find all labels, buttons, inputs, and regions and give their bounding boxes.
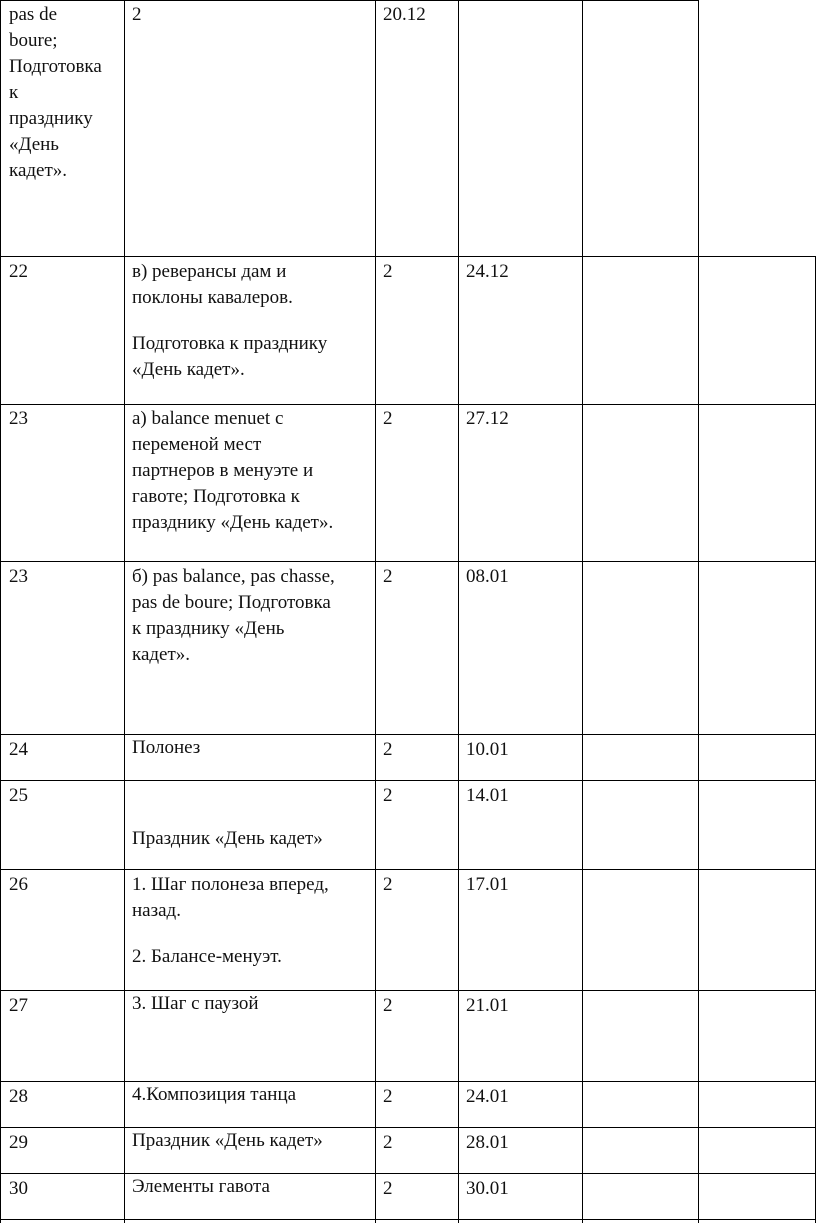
table-border	[0, 1173, 816, 1174]
topic-cell	[132, 826, 323, 852]
lesson-number: 29	[9, 1132, 28, 1153]
topic-line: б) pas balance, pas chasse,	[132, 566, 335, 587]
topic-line: pas de boure; Подготовка	[132, 592, 331, 613]
table-border	[0, 0, 698, 1]
topic-line: празднику «День кадет».	[132, 512, 334, 533]
lesson-number: 25	[9, 785, 28, 806]
topic-line: 1. Шаг полонеза вперед,	[132, 874, 329, 895]
topic-line: boure;	[9, 30, 58, 51]
table-border	[698, 0, 699, 256]
topic-cell	[9, 2, 102, 184]
topic-line: поклоны кавалеров.	[132, 287, 293, 308]
topic-line: переменой мест	[132, 434, 262, 455]
lesson-number: 26	[9, 874, 28, 895]
topic-cell	[132, 735, 200, 761]
table-border	[0, 404, 816, 405]
topic-line: Праздник «День кадет»	[132, 828, 323, 849]
date-cell: 21.01	[466, 995, 509, 1016]
hours-cell: 2	[383, 1132, 393, 1153]
hours-cell: 2	[383, 261, 393, 282]
topic-line: Полонез	[132, 737, 201, 758]
topic-cell	[132, 1174, 270, 1200]
table-border	[0, 734, 816, 735]
table-border	[0, 780, 816, 781]
date-cell: 28.01	[466, 1132, 509, 1153]
topic-line: Элементы гавота	[132, 1176, 270, 1197]
date-cell: 30.01	[466, 1178, 509, 1199]
topic-line: Праздник «День кадет»	[132, 1130, 323, 1151]
hours-cell: 2	[383, 1086, 393, 1107]
date-cell: 27.12	[466, 408, 509, 429]
table-border	[0, 256, 816, 257]
topic-cell	[132, 1082, 296, 1108]
hours-cell: 2	[383, 785, 393, 806]
table-border	[582, 0, 583, 256]
topic-line: 2. Балансе-менуэт.	[132, 946, 282, 967]
table-border	[582, 256, 583, 1223]
table-border	[698, 256, 699, 1223]
topic-line: 4.Композиция танца	[132, 1084, 297, 1105]
lesson-number: 27	[9, 995, 28, 1016]
topic-line: кадет».	[132, 644, 191, 665]
date-cell: 24.12	[466, 261, 509, 282]
hours-cell: 2	[383, 739, 393, 760]
topic-cell	[132, 259, 327, 383]
topic-cell	[132, 991, 259, 1017]
lesson-number: 23	[9, 566, 28, 587]
lesson-number: 23	[9, 408, 28, 429]
date-cell: 20.12	[383, 4, 426, 25]
hours-cell: 2	[383, 408, 393, 429]
hours-cell: 2	[383, 874, 393, 895]
date-cell: 17.01	[466, 874, 509, 895]
topic-line: 3. Шаг с паузой	[132, 993, 259, 1014]
lesson-number: 28	[9, 1086, 28, 1107]
topic-line: а) balance menuet с	[132, 408, 284, 429]
table-border	[0, 1127, 816, 1128]
topic-line: «День	[9, 134, 59, 155]
topic-line: к празднику «День	[132, 618, 285, 639]
hours-cell: 2	[383, 566, 393, 587]
lesson-number: 24	[9, 739, 28, 760]
topic-cell	[132, 1128, 323, 1154]
table-border	[0, 0, 1, 1223]
table-border	[124, 0, 125, 256]
topic-cell	[132, 872, 329, 970]
table-border	[375, 256, 376, 1223]
date-cell: 24.01	[466, 1086, 509, 1107]
topic-cell	[132, 406, 333, 536]
table-border	[0, 561, 816, 562]
lesson-number: 30	[9, 1178, 28, 1199]
table-border	[375, 0, 376, 256]
hours-cell: 2	[383, 995, 393, 1016]
table-border	[124, 256, 125, 1223]
date-cell: 08.01	[466, 566, 509, 587]
topic-cell	[132, 564, 335, 668]
topic-line: назад.	[132, 900, 181, 921]
lesson-number: 22	[9, 261, 28, 282]
table-border	[0, 990, 816, 991]
table-border	[458, 0, 459, 256]
hours-cell: 2	[132, 4, 142, 25]
topic-line: Подготовка к празднику	[132, 333, 328, 354]
topic-line: кадет».	[9, 160, 68, 181]
topic-line: к	[9, 82, 19, 103]
table-border	[458, 256, 459, 1223]
date-cell: 14.01	[466, 785, 509, 806]
hours-cell: 2	[383, 1178, 393, 1199]
topic-line: празднику	[9, 108, 93, 129]
topic-line: партнеров в менуэте и	[132, 460, 314, 481]
table-border	[0, 1081, 816, 1082]
table-border	[0, 869, 816, 870]
date-cell: 10.01	[466, 739, 509, 760]
topic-line: «День кадет».	[132, 359, 245, 380]
topic-line: Подготовка	[9, 56, 102, 77]
topic-line: гавоте; Подготовка к	[132, 486, 300, 507]
topic-line: в) реверансы дам и	[132, 261, 287, 282]
table-border	[0, 1219, 816, 1220]
topic-line: pas de	[9, 4, 58, 25]
